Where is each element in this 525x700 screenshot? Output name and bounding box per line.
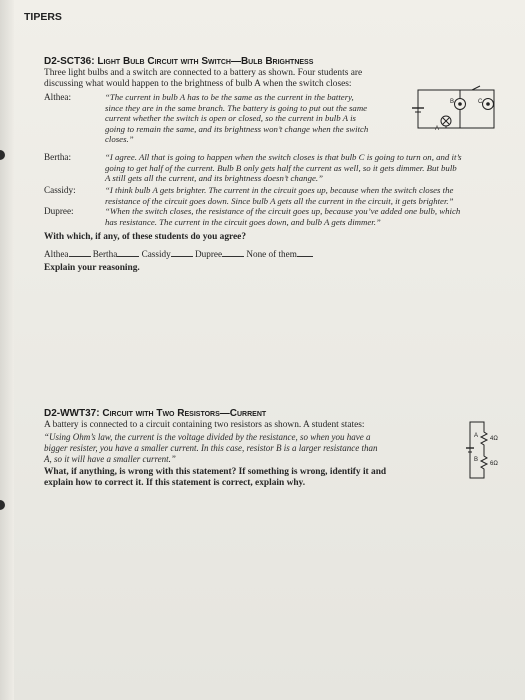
bulb-c-label: C [478, 99, 483, 105]
sct36-code: D2-SCT36: [44, 56, 95, 67]
binder-edge [0, 0, 14, 700]
wwt37-prompt-line: explain how to correct it. If this statement is correct, explain why. [44, 478, 306, 488]
answer-blank[interactable] [171, 248, 193, 257]
answer-blank[interactable] [69, 248, 91, 257]
wwt37-quote-line: “Using Ohm’s law, the current is the voltage divided by the resistance, so when you have a [44, 432, 371, 442]
wwt37-student-quote [44, 432, 378, 465]
wwt37-title [44, 408, 266, 419]
wwt37-prompt [44, 467, 386, 489]
althea-line: closes.” [105, 134, 134, 144]
wwt37-quote-line: A, so it will have a smaller current.” [44, 454, 176, 464]
althea-line: “The current in bulb A has to be the same as the current in the battery, [105, 92, 354, 102]
althea-quote [105, 92, 368, 145]
bertha-line: “I agree. All that is going to happen when the switch closes is that bulb C is going to turn on, and it’s [105, 152, 462, 162]
wwt37-quote-line: bigger resister, you have a smaller current. In this case, resistor B is a larger resistance than [44, 443, 378, 453]
wwt37-intro: A battery is connected to a circuit containing two resistors as shown. A student states: [44, 420, 365, 430]
answer-blank[interactable] [117, 248, 139, 257]
choice-bertha: Bertha [92, 249, 118, 259]
resistor-a-label: A [474, 433, 479, 439]
sct36-title-text: Light Bulb Circuit with Switch—Bulb Brightness [97, 56, 314, 67]
bertha-line: A still gets all the current, and its brightness doesn’t change.” [105, 173, 323, 183]
bulb-circuit-diagram [410, 86, 500, 132]
althea-line: since they are in the same branch. The battery is going to put out the same [105, 102, 368, 113]
student-name-cassidy: Cassidy: [44, 185, 76, 195]
bulb-b-label: B [450, 99, 455, 105]
althea-line: going to remain the same, and its brightness won’t change when the switch [105, 123, 369, 134]
binder-hole [0, 150, 5, 160]
sct36-intro-2: discussing what would happen to the brightness of bulb A when the switch closes: [44, 79, 352, 89]
cassidy-quote [105, 185, 454, 206]
answer-blank[interactable] [297, 248, 313, 257]
choice-none: None of them [246, 249, 297, 259]
bulb-a-label: A [435, 126, 440, 132]
sct36-intro-1: Three light bulbs and a switch are connected to a battery as shown. Four students are [44, 68, 363, 78]
dupree-line: “When the switch closes, the resistance of the circuit goes up, because you’ve added one bulb, which [105, 206, 461, 216]
resistor-a-value: 4Ω [490, 436, 498, 442]
page-header: TIPERS [24, 11, 62, 23]
student-name-althea: Althea: [44, 92, 72, 102]
student-name-dupree: Dupree: [44, 206, 74, 216]
wwt37-title-text: Circuit with Two Resistors—Current [102, 408, 267, 419]
answer-choices [44, 248, 444, 259]
bertha-quote [105, 152, 462, 184]
agree-question: With which, if any, of these students do you agree? [44, 232, 247, 242]
choice-althea: Althea [44, 249, 69, 259]
wwt37-code: D2-WWT37: [44, 408, 100, 419]
cassidy-line: “I think bulb A gets brighter. The current in the circuit goes up, because when the switch closes the [105, 185, 454, 195]
resistor-b-value: 6Ω [490, 461, 498, 467]
choice-cassidy: Cassidy [141, 249, 171, 259]
cassidy-line: resistance of the circuit goes down. Since bulb A gets all the current in the circuit, it gets brighter.” [105, 195, 454, 206]
explain-reasoning: Explain your reasoning. [44, 263, 140, 273]
answer-blank[interactable] [222, 248, 244, 257]
althea-line: current whether the switch is open or closed, so the current in bulb A is [105, 113, 356, 123]
dupree-quote [105, 206, 460, 227]
dupree-line: has resistance. The current in the circuit goes down, and bulb A gets dimmer.” [105, 216, 381, 227]
student-name-bertha: Bertha: [44, 152, 72, 162]
resistor-b-label: B [474, 457, 479, 463]
choice-dupree: Dupree [195, 249, 223, 259]
binder-hole [0, 500, 5, 510]
sct36-title [44, 56, 313, 67]
resistor-circuit-diagram [466, 420, 506, 480]
wwt37-prompt-line: What, if anything, is wrong with this statement? If something is wrong, identify it and [44, 467, 387, 477]
bertha-line: going to get half of the current. Bulb B only gets half the current as well, so it gets dimmer. But bulb [105, 162, 457, 173]
